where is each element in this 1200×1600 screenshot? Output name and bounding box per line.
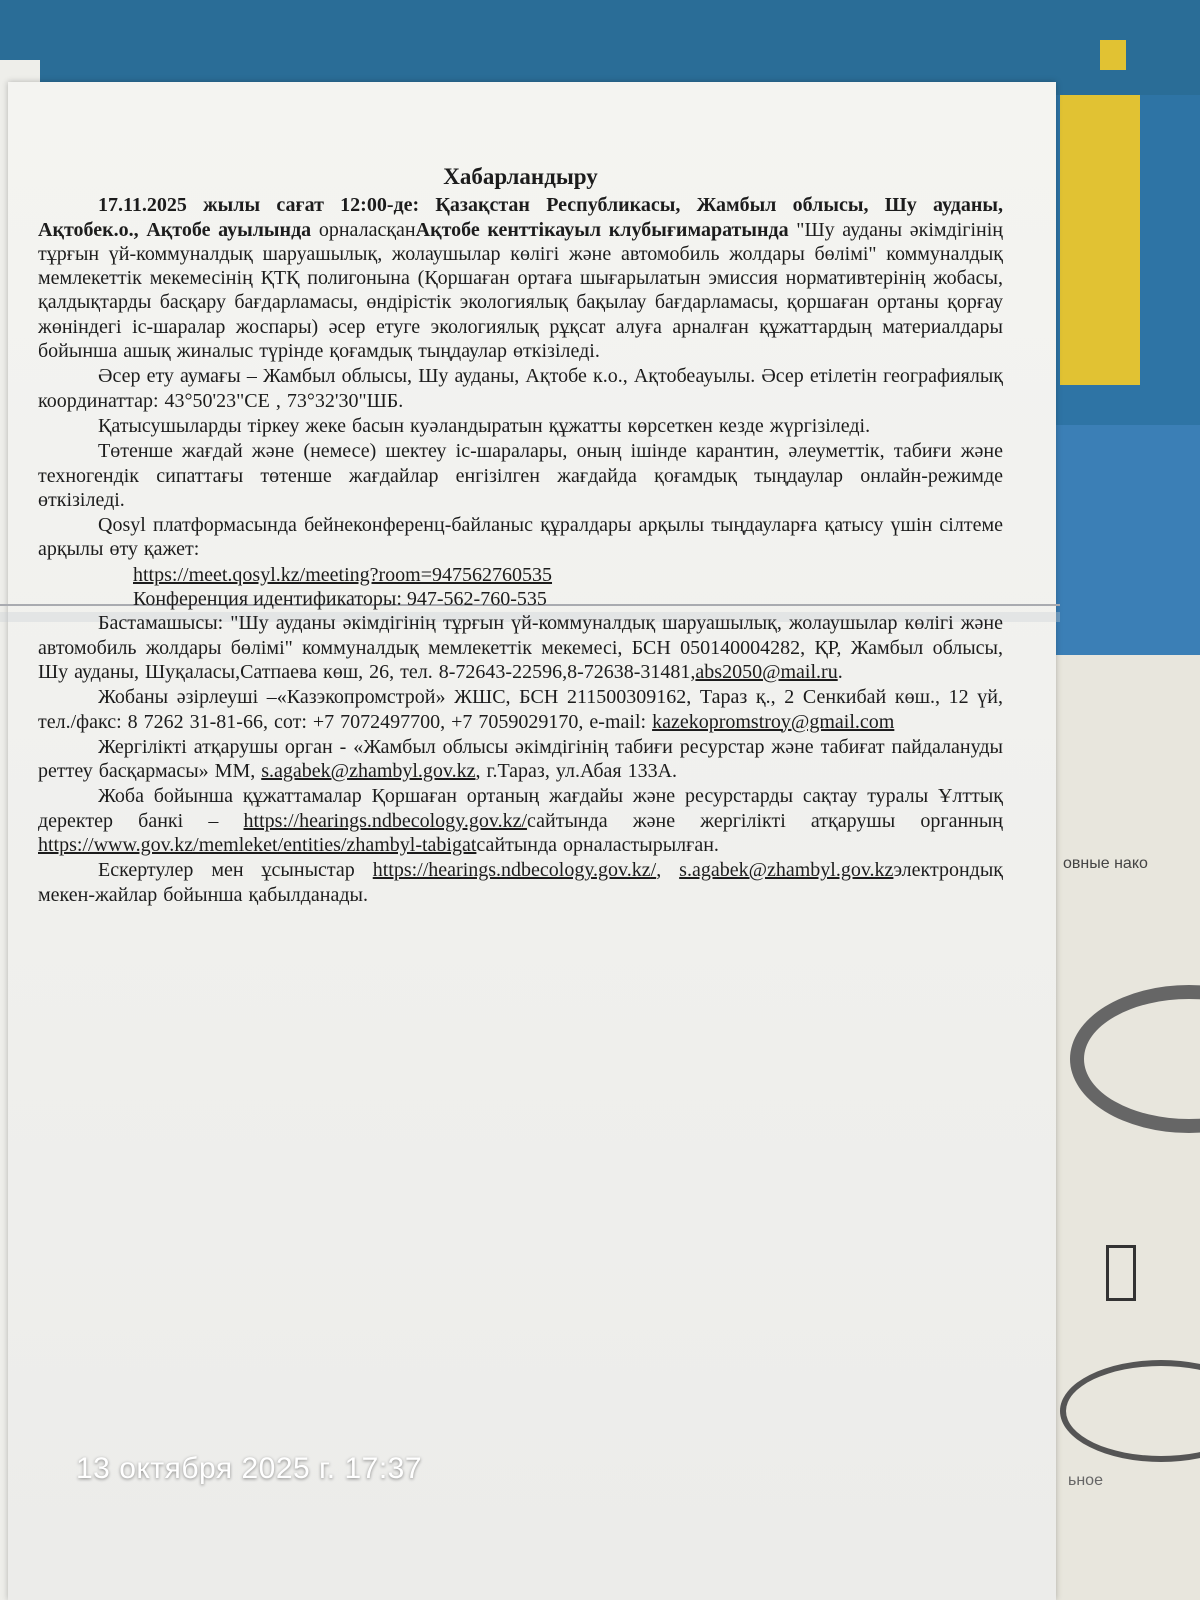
background-poster-text-lower: ьное [1068,1472,1103,1489]
photo-timestamp: 13 октября 2025 г. 17:37 [76,1452,423,1485]
ndbecology-link[interactable]: https://hearings.ndbecology.gov.kz/ [243,809,528,832]
paragraph-text: Ескертулер мен ұсыныстар [98,859,373,882]
developer-paragraph [38,685,1003,734]
paragraph-text: , г.Тараз, ул.Абая 133А. [475,760,678,783]
background-poster-text: овные нако [1063,855,1148,872]
authority-email-link[interactable]: s.agabek@zhambyl.gov.kz [261,760,476,783]
paragraph-text: сайтында орналастырылған. [476,834,719,857]
comments-email-link[interactable]: s.agabek@zhambyl.gov.kz [679,859,894,882]
paragraph-text: , [656,859,680,882]
notice-title: Хабарландыру [443,164,598,189]
emergency-online-paragraph: Төтенше жағдай және (немесе) шектеу іс-шаралары, оның ішінде карантин, әлеуметтік, табиғи және техногендік сипаттағы төтенше жағдайлар енгізілген жағдайда қоғамдық тыңдаулар онлайн-режимде өткізіледі. [38,440,1003,511]
paragraph-text: Жергілікті атқарушы орган - «Жамбыл облысы әкімдігінің табиғи ресурстар және табиғат пайдалануды реттеу басқармасы» ММ, [38,735,1003,783]
notice-document [38,165,1003,908]
paragraph-text: . [837,660,843,683]
meeting-link[interactable]: https://meet.qosyl.kz/meeting?room=947562760535 [133,563,553,586]
announcement-paragraph [38,193,1003,363]
developer-email-link[interactable]: kazekopromstroy@gmail.com [652,710,895,733]
paragraph-text: Бастамашысы: "Шу ауданы әкімдігінің тұрғын үй-коммуналдық шаруашылық, жолаушылар көлігі және автомобиль жолдары бөлімі" коммуналдық мемлекеттік мекемесі, БСН 050140004282, ҚР, Жамбыл облысы, Шу ауданы, Шуқаласы,Сатпаева көш, 26, тел. 8-72643-22596,8-72638-31481, [38,612,1003,683]
poster-rectangle-graphic [1106,1245,1136,1301]
date-location-text: 17.11.2025 жылы сағат 12:00-де: Қазақстан Республикасы, Жамбыл облысы, Шу ауданы, Ақтобек.о., Ақтобе ауылында [38,194,1003,241]
yellow-sign-letter [1070,40,1150,630]
conference-id: Конференция идентификаторы: 947-562-760-535 [133,588,547,611]
registration-paragraph: Қатысушыларды тіркеу жеке басын куәландыратын құжатты көрсеткен кезде жүргізіледі. [98,414,871,437]
meeting-link-line [38,563,1003,587]
paragraph-text: "Шу ауданы әкімдігінің тұрғын үй-коммуналдық шаруашылық, жолаушылар көлігі және автомобиль жолдары бөлімі" коммуналдық мемлекеттік мекемесінің ҚТҚ полигонына (Қоршаған ортаға шығарылатын эмиссия нормативтерінің жобасы, қалдықтарды басқару бағдарламасы, өндірістік экологиялық бақылау бағдарламасы, қоршаған ортаны қорғау жөніндегі іс-шаралар жоспары) әсер етуге экологиялық рұқсат алуға арналған құжаттардың материалдары бойынша ашық жиналыс түрінде қоғамдық тыңдаулар өткізіледі. [38,218,1003,363]
documentation-paragraph [38,784,1003,857]
qosyl-paragraph: Qosyl платформасында бейнеконференц-байланыс құралдары арқылы тыңдауларға қатысу үшін сілтеме арқылы өту қажет: [38,514,1003,561]
gov-kz-link[interactable]: https://www.gov.kz/memleket/entities/zhambyl-tabigat [38,834,477,857]
impact-area-paragraph: Әсер ету аумағы – Жамбыл облысы, Шу ауданы, Ақтобе к.о., Ақтобеауылы. Әсер етілетін географиялық координаттар: 43°50'23"СЕ , 73°32'30"ШБ. [38,365,1003,412]
comments-paragraph [38,858,1003,907]
venue-text: Ақтобе кенттікауыл клубығимаратында [415,218,789,241]
paragraph-text: Жоба бойынша құжаттамалар Қоршаған ортаның жағдайы және ресурстарды сақтау туралы Ұлттық деректер банкі – [38,785,1003,832]
initiator-email-link[interactable]: abs2050@mail.ru [695,660,838,683]
paragraph-text: электрондық мекен-жайлар бойынша қабылданады. [38,859,1003,906]
local-authority-paragraph [38,735,1003,784]
paragraph-text: Жобаны әзірлеуші –«Казэкопромстрой» ЖШС, БСН 211500309162, Тараз қ., 2 Сенкибай көш., 12 үй, тел./факс: 8 7262 31-81-66, сот: +7 7072497700, +7 7059029170, e-mail: [38,686,1003,733]
paragraph-text: орналасқан [311,218,416,241]
paragraph-text: сайтында және жергілікті атқарушы органның [527,809,1003,832]
initiator-paragraph [38,611,1003,684]
comments-link[interactable]: https://hearings.ndbecology.gov.kz/ [372,859,657,882]
